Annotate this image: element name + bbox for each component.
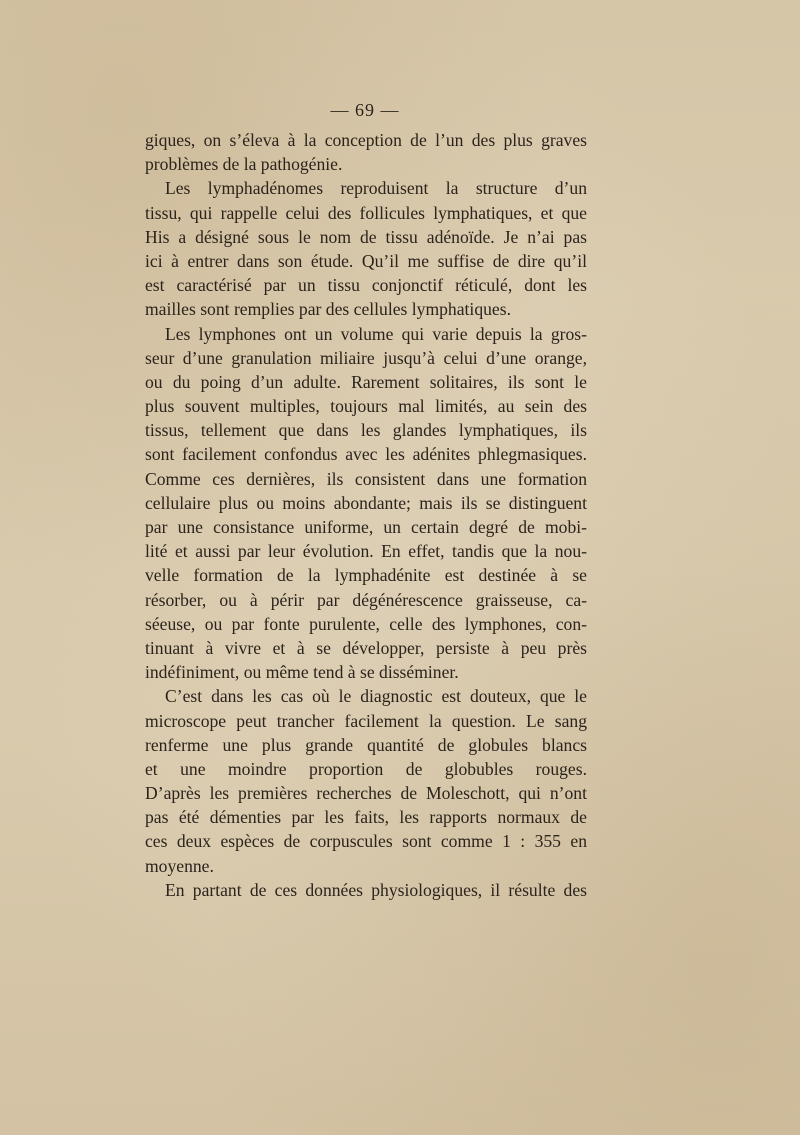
text-line: pas été démenties par les faits, les rapports normaux de: [145, 807, 587, 828]
text-line: C’est dans les cas où le diagnostic est douteux, que le: [165, 686, 587, 707]
text-line: résorber, ou à périr par dégénérescence graisseuse, ca-: [145, 589, 587, 610]
text-line: seur d’une granulation miliaire jusqu’à celui d’une orange,: [145, 347, 587, 368]
text-line: moyenne.: [145, 855, 214, 876]
text-line: lité et aussi par leur évolution. En effet, tandis que la nou-: [145, 541, 587, 562]
text-line: problèmes de la pathogénie.: [145, 154, 343, 175]
page-number: — 69 —: [330, 100, 400, 120]
text-line: velle formation de la lymphadénite est destinée à se: [145, 565, 587, 586]
text-line: plus souvent multiples, toujours mal limités, au sein des: [145, 396, 587, 417]
text-line: et une moindre proportion de globubles rouges.: [145, 758, 587, 779]
text-line: renferme une plus grande quantité de globules blancs: [145, 734, 587, 755]
text-line: En partant de ces données physiologiques, il résulte des: [165, 879, 587, 900]
text-line: tinuant à vivre et à se développer, persiste à peu près: [145, 637, 587, 658]
text-line: giques, on s’éleva à la conception de l’un des plus graves: [145, 130, 587, 150]
text-line: ici à entrer dans son étude. Qu’il me suffise de dire qu’il: [145, 250, 587, 271]
text-line: est caractérisé par un tissu conjonctif réticulé, dont les: [145, 275, 587, 296]
text-line: Les lymphadénomes reproduisent la structure d’un: [165, 178, 587, 199]
text-line: microscope peut trancher facilement la question. Le sang: [145, 710, 587, 731]
text-line: cellulaire plus ou moins abondante; mais ils se distinguent: [145, 492, 587, 513]
text-line: Comme ces dernières, ils consistent dans une formation: [145, 468, 587, 489]
text-line: sont facilement confondus avec les adénites phlegmasiques.: [145, 444, 587, 465]
text-line: ces deux espèces de corpuscules sont comme 1 : 355 en: [145, 831, 587, 852]
text-line: par une consistance uniforme, un certain degré de mobi-: [145, 517, 587, 537]
text-line: ou du poing d’un adulte. Rarement solitaires, ils sont le: [145, 371, 587, 392]
text-line: tissu, qui rappelle celui des follicules lymphatiques, et que: [145, 202, 587, 223]
text-line: D’après les premières recherches de Moleschott, qui n’ont: [145, 783, 587, 804]
body-text: [145, 128, 587, 902]
text-line: Les lymphones ont un volume qui varie depuis la gros-: [165, 323, 587, 344]
text-line: His a désigné sous le nom de tissu adénoïde. Je n’ai pas: [145, 226, 587, 247]
text-line: mailles sont remplies par des cellules lymphatiques.: [145, 299, 511, 320]
text-line: tissus, tellement que dans les glandes lymphatiques, ils: [145, 420, 587, 441]
text-line: séeuse, ou par fonte purulente, celle des lymphones, con-: [145, 613, 587, 634]
text-line: indéfiniment, ou même tend à se disséminer.: [145, 662, 459, 683]
